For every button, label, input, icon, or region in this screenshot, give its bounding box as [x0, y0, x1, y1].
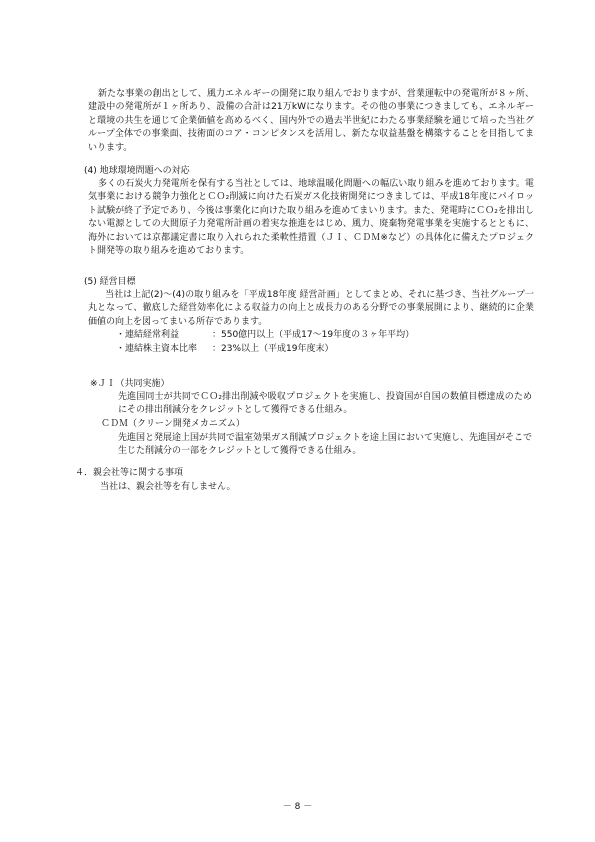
target-item-equity-ratio	[116, 343, 333, 356]
section-5-heading: (5) 経営目標	[84, 277, 136, 287]
parent-company-heading: ４．親会社等に関する事項	[75, 468, 184, 478]
section-4-heading: (4) 地球環境問題への対応	[84, 166, 190, 176]
target-label: ・連結経常利益	[116, 330, 180, 340]
page-number: － 8 －	[282, 802, 313, 812]
target-value: ：23%以上（平成19年度末）	[212, 344, 334, 354]
target-label: ・連結株主資本比率	[116, 344, 198, 354]
note-cdm-text: 先進国と発展途上国が共同で温室効果ガス削減プロジェクトを途上国において実施し、先進国がそこで生じた削減分の一部をクレジットとして獲得できる仕組み。	[118, 433, 532, 457]
note-cdm-heading: ＣＤＭ（クリーン開発メカニズム）	[101, 419, 245, 429]
note-ji-text: 先進国同士が共同でＣＯ₂排出削減や吸収プロジェクトを実施し、投資国が自国の数値目標達成のためにその排出削減分をクレジットとして獲得できる仕組み。	[118, 392, 532, 416]
intro-paragraph: 新たな事業の創出として、風力エネルギーの開発に取り組んでおりますが、営業運転中の発電所が８ヶ所、建設中の発電所が１ヶ所あり、設備の合計は21万kWになります。その他の事業につきましても、エネルギーと環境の共生を通じて企業価値を高めるべく、国内外での過去半世紀にわたる事業経験を通じて培った当社グループ全体での事業面、技術面のコア・コンピタンスを活用し、新たな収益基盤を構築することを目指してまいります。	[88, 89, 534, 153]
note-ji-heading: ※ＪＩ（共同実施）	[90, 379, 170, 389]
section-5-paragraph: 当社は上記(2)～(4)の取り組みを「平成18年度 経営計画」としてまとめ、それに基づき、当社グループ一丸となって、徹底した経営効率化による収益力の向上と成長力のある分野での事業展開により、継続的に企業価値の向上を図ってまいる所存であります。	[88, 290, 534, 327]
target-value: ：550億円以上（平成17～19年度の３ヶ年平均）	[212, 330, 415, 340]
section-4-paragraph: 多くの石炭火力発電所を保有する当社としては、地球温暖化問題への幅広い取り組みを進めております。電気事業における競争力強化とＣＯ₂削減に向けた石炭ガス化技術開発につきましては、平成18年度にパイロット試験が終了予定であり、今後は事業化に向けた取り組みを進めてまいります。また、発電時にＣＯ₂を排出しない電源としての大間原子力発電所計画の着実な推進をはじめ、風力、廃棄物発電事業を実施するとともに、海外においては京都議定書に取り入れられた柔軟性措置（ＪＩ、ＣＤＭ※など）の具体化に備えたプロジェクト開発等の取り組みを進めております。	[88, 179, 534, 257]
parent-company-text: 当社は、親会社等を有しません。	[100, 482, 236, 492]
target-item-ordinary-profit	[116, 329, 414, 342]
